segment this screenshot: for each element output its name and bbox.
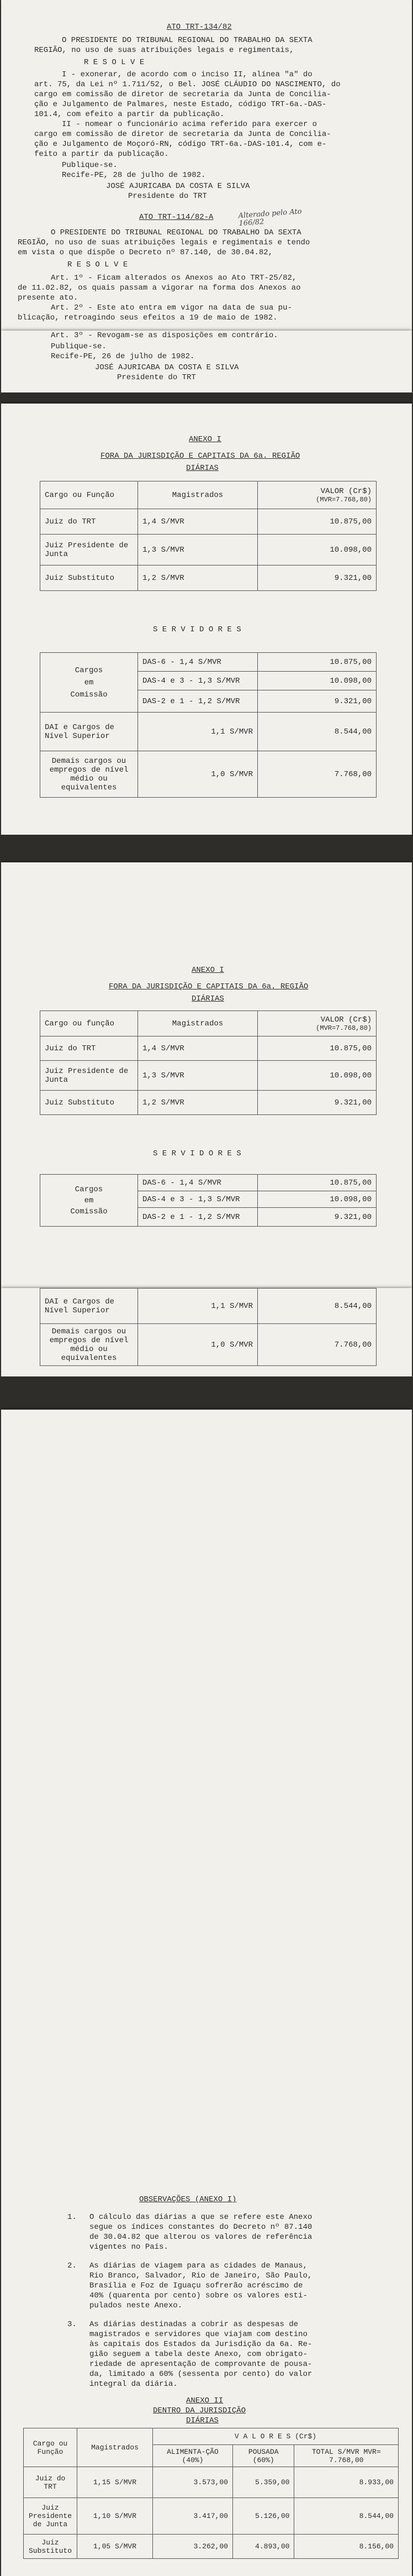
table-cell: Juiz Presidente de Junta: [40, 1061, 138, 1091]
obs-number: 1.: [67, 2213, 77, 2222]
mvr-header: (MVR=7.768,80): [316, 495, 372, 504]
table-header-cell: TOTAL S/MVR MVR= 7.768,00: [294, 2445, 399, 2467]
anexo-i-heading: FORA DA JURISDIÇÃO E CAPITAIS DA 6a. REGIÃO: [109, 982, 309, 991]
table-row: [40, 1061, 377, 1091]
table-cell: 10.875,00: [258, 509, 377, 535]
observacoes-title: OBSERVAÇÕES (ANEXO I): [139, 2195, 237, 2204]
ato2-resolve: R E S O L V E: [67, 260, 128, 269]
das-rate: - 1,4 S/MVR: [170, 1178, 221, 1187]
table-cell: DAS-2 e 1 - 1,2 S/MVR: [138, 1208, 258, 1227]
table-row: [40, 1289, 377, 1324]
das-level: DAS-6: [142, 1178, 166, 1187]
obs-line: da, limitado a 60% (sessenta por cento) do valor: [89, 2370, 313, 2379]
ato2-line: em vista o que dispõe o Decreto nº 87.140, de 30.04.82,: [18, 248, 273, 257]
ato1-publique: Publique-se.: [62, 161, 118, 170]
table-cell: 8.933,00: [294, 2467, 399, 2498]
anexo-i-subheading: DIÁRIAS: [186, 464, 219, 473]
ato2-line: Art. 1º - Ficam alterados os Anexos ao Ato TRT-25/82,: [51, 274, 297, 282]
ato1-line: ção e Julgamento de Moçoró-RN, código TRT-6a.-DAS-101.4, com e-: [34, 140, 327, 149]
table-cell: DAS-4 e 3 - 1,3 S/MVR: [138, 672, 258, 690]
ato2-line: Art. 3º - Revogam-se as disposições em contrário.: [51, 331, 278, 340]
document-page-3: [1, 862, 412, 1288]
table-cell: 9.321,00: [258, 690, 377, 713]
table-cell: Juiz Substituto: [40, 566, 138, 591]
das-rate: - 1,4 S/MVR: [170, 657, 221, 667]
obs-line: magistrados e servidores que viajam com destino: [89, 2330, 308, 2339]
diarias-magistrados-table: [40, 1010, 377, 1115]
cargos-label: Cargos: [75, 666, 103, 675]
ato1-line: art. 75, da Lei nº 1.711/52, o Bel. JOSÉ CLÁUDIO DO NASCIMENTO, do: [34, 80, 341, 89]
table-cell: 7.768,00: [258, 751, 377, 798]
ato2-line: O PRESIDENTE DO TRIBUNAL REGIONAL DO TRABALHO DA SEXTA: [51, 228, 301, 237]
table-row: [40, 653, 377, 672]
document-page-1-cont: [1, 331, 412, 392]
obs-line: 40% (quarenta por cento) sobre os valores esti-: [89, 2291, 308, 2300]
anexo-i-label: ANEXO I: [189, 435, 221, 444]
ato2-signature: JOSÉ AJURICABA DA COSTA E SILVA: [95, 363, 239, 372]
ato1-line: cargo em comissão de diretor de secretaria da Junta de Concilia-: [34, 90, 331, 99]
table-row: [40, 535, 377, 566]
em-label: em: [84, 678, 94, 687]
table-header-row: [40, 481, 377, 509]
table-header-row: [40, 1011, 377, 1036]
table-row: [40, 1036, 377, 1061]
ato1-line: feito a partir da publicação.: [34, 150, 169, 159]
table-cell: 3.262,00: [153, 2535, 233, 2559]
table-header-row: [24, 2428, 399, 2445]
table-cell: 3.573,00: [153, 2467, 233, 2498]
table-cell: 1,4 S/MVR: [138, 1036, 258, 1061]
obs-line: integral da diária.: [89, 2380, 178, 2389]
table-header-cell: POUSADA (60%): [232, 2445, 294, 2467]
obs-line: vigentes no País.: [89, 2243, 168, 2252]
document-page-4: [1, 1410, 412, 2576]
table-header-cell: Magistrados: [138, 481, 258, 509]
obs-line: As diárias de viagem para as cidades de Manaus,: [89, 2261, 308, 2270]
table-row: [40, 1324, 377, 1366]
table-header-cell: Magistrados: [77, 2428, 153, 2467]
table-cell: 1,2 S/MVR: [138, 1091, 258, 1115]
table-cell: 1,0 S/MVR: [138, 1324, 258, 1366]
diarias-magistrados-table: [40, 481, 377, 591]
obs-line: às capitais dos Estados da Jurisdição da 6a. Re-: [89, 2340, 313, 2349]
obs-line: segue os índices constantes do Decreto nº 87.140: [89, 2223, 313, 2232]
handwritten-annotation: Alterado pelo Ato 166/82: [238, 207, 302, 228]
document-page-2: [1, 404, 412, 835]
table-cell: 1,0 S/MVR: [138, 751, 258, 798]
ato-114-title: ATO TRT-114/82-A: [139, 213, 214, 222]
table-row: [40, 566, 377, 591]
table-row: [24, 2498, 399, 2535]
diarias-dentro-jurisdicao-table: [23, 2428, 399, 2559]
anexo-i-subheading: DIÁRIAS: [192, 994, 224, 1003]
table-cell: 8.544,00: [294, 2498, 399, 2535]
table-cell: 10.098,00: [258, 535, 377, 566]
obs-line: gião seguem a tabela deste Anexo, com obrigato-: [89, 2350, 308, 2359]
diarias-servidores-table: [40, 1174, 377, 1227]
table-header-cell: Magistrados: [138, 1011, 258, 1036]
table-cell: 1,3 S/MVR: [138, 1061, 258, 1091]
table-cell: 1,10 S/MVR: [77, 2498, 153, 2535]
table-cell: 10.098,00: [258, 1061, 377, 1091]
anexo-i-label: ANEXO I: [192, 966, 224, 975]
table-cell: Juiz Substituto: [40, 1091, 138, 1115]
table-header-cell: [258, 1011, 377, 1036]
obs-line: pulados neste Anexo.: [89, 2301, 183, 2310]
table-cell: DAS-2 e 1 - 1,2 S/MVR: [138, 690, 258, 713]
table-cell: 1,3 S/MVR: [138, 535, 258, 566]
table-header-cell: ALIMENTA-ÇÃO (40%): [153, 2445, 233, 2467]
obs-line: As diárias destinadas a cobrir as despesas de: [89, 2320, 299, 2329]
table-row: [40, 713, 377, 751]
table-cell: 1,1 S/MVR: [138, 1289, 258, 1324]
ato2-signature-role: Presidente do TRT: [117, 373, 196, 382]
ato2-line: de 11.02.82, os quais passam a vigorar na forma dos Anexos ao: [18, 284, 301, 292]
table-cell: 8.544,00: [258, 1289, 377, 1324]
ato1-date: Recife-PE, 28 de julho de 1982.: [62, 171, 206, 180]
cargos-comissao-cell: [40, 653, 138, 713]
page-gap: [0, 394, 413, 404]
ato1-signature: JOSÉ AJURICABA DA COSTA E SILVA: [106, 182, 250, 191]
table-row: [40, 1175, 377, 1191]
table-cell: 8.544,00: [258, 713, 377, 751]
valor-header: VALOR (Cr$): [320, 486, 372, 496]
table-header-cell: Cargo ou Função: [40, 481, 138, 509]
cargos-comissao-cell: [40, 1175, 138, 1227]
comissao-label: Comissão: [70, 1207, 108, 1216]
table-cell: 10.875,00: [258, 1175, 377, 1191]
table-cell: [138, 653, 258, 672]
das-level: DAS-6: [142, 657, 166, 667]
table-cell: 10.875,00: [258, 1036, 377, 1061]
servidores-heading: S E R V I D O R E S: [153, 625, 241, 634]
ato1-line: O PRESIDENTE DO TRIBUNAL REGIONAL DO TRABALHO DA SEXTA: [62, 36, 313, 45]
ato2-publique: Publique-se.: [51, 342, 107, 351]
table-cell: Juiz Presidente de Junta: [24, 2498, 77, 2535]
diarias-servidores-table-cont: [40, 1288, 377, 1366]
em-label: em: [84, 1196, 94, 1205]
ato2-date: Recife-PE, 26 de julho de 1982.: [51, 352, 195, 361]
table-header-cell: [258, 481, 377, 509]
table-row: [40, 509, 377, 535]
ato1-line: 101.4, com efeito a partir da publicação.: [34, 110, 225, 119]
ato1-line: II - nomear o funcionário acima referido para exercer o: [62, 120, 317, 129]
valor-header: VALOR (Cr$): [320, 1015, 372, 1024]
ato2-line: presente ato.: [18, 294, 78, 302]
mvr-header: (MVR=7.768,80): [316, 1024, 372, 1032]
obs-number: 2.: [67, 2261, 77, 2270]
page-gap: [0, 1376, 413, 1410]
table-cell: [138, 1175, 258, 1191]
table-row: [40, 1091, 377, 1115]
table-cell: Demais cargos ou empregos de nível médio ou equivalentes: [40, 751, 138, 798]
table-cell: 1,15 S/MVR: [77, 2467, 153, 2498]
ato2-line: Art. 2º - Este ato entra em vigor na data de sua pu-: [51, 303, 292, 312]
table-cell: 1,1 S/MVR: [138, 713, 258, 751]
table-header-cell: Cargo ou Função: [24, 2428, 77, 2467]
table-cell: 3.417,00: [153, 2498, 233, 2535]
table-cell: DAI e Cargos de Nível Superior: [40, 713, 138, 751]
table-row: [24, 2467, 399, 2498]
table-cell: 9.321,00: [258, 1091, 377, 1115]
ato1-signature-role: Presidente do TRT: [128, 192, 207, 201]
table-cell: 4.893,00: [232, 2535, 294, 2559]
table-cell: Juiz do TRT: [40, 1036, 138, 1061]
table-cell: 9.321,00: [258, 566, 377, 591]
table-row: [40, 751, 377, 798]
obs-line: Brasília e Foz de Iguaçu sofrerão acréscimo de: [89, 2281, 303, 2290]
table-cell: 5.126,00: [232, 2498, 294, 2535]
document-page-1: [1, 0, 412, 331]
table-cell: 1,2 S/MVR: [138, 566, 258, 591]
table-header-cell: V A L O R E S (Cr$): [153, 2428, 399, 2445]
table-row: [24, 2535, 399, 2559]
table-cell: DAI e Cargos de Nível Superior: [40, 1289, 138, 1324]
obs-line: riedade de apresentação de comprovante de pousa-: [89, 2360, 313, 2369]
obs-line: de 30.04.82 que alterou os valores de referência: [89, 2233, 313, 2242]
table-cell: Demais cargos ou empregos de nível médio ou equivalentes: [40, 1324, 138, 1366]
ato-134-title: ATO TRT-134/82: [167, 23, 232, 32]
ato1-resolve: R E S O L V E: [84, 58, 145, 67]
ato1-line: ção e Julgamento de Palmares, neste Estado, código TRT-6a.-DAS-: [34, 100, 327, 109]
page-gap: [0, 835, 413, 862]
servidores-heading: S E R V I D O R E S: [153, 1149, 241, 1158]
table-cell: 10.875,00: [258, 653, 377, 672]
table-cell: 8.156,00: [294, 2535, 399, 2559]
table-cell: Juiz do TRT: [40, 509, 138, 535]
table-header-cell: Cargo ou função: [40, 1011, 138, 1036]
ato1-line: REGIÃO, no uso de suas atribuições legais e regimentais,: [34, 46, 294, 55]
table-cell: 5.359,00: [232, 2467, 294, 2498]
ato2-line: blicação, retroagindo seus efeitos a 19 de maio de 1982.: [18, 313, 278, 322]
table-cell: 10.098,00: [258, 1191, 377, 1208]
table-cell: DAS-4 e 3 - 1,3 S/MVR: [138, 1191, 258, 1208]
anexo-ii-label: ANEXO II: [186, 2396, 224, 2405]
table-cell: 9.321,00: [258, 1208, 377, 1227]
ato2-line: REGIÃO, no uso de suas atribuições legais e regimentais e tendo: [18, 238, 310, 247]
diarias-servidores-table: [40, 652, 377, 798]
document-page-3-cont: [1, 1288, 412, 1376]
obs-line: Rio Branco, Salvador, Rio de Janeiro, São Paulo,: [89, 2271, 313, 2280]
table-cell: 7.768,00: [258, 1324, 377, 1366]
anexo-i-heading: FORA DA JURISDIÇÃO E CAPITAIS DA 6a. REGIÃO: [100, 452, 300, 460]
ato1-line: I - exonerar, de acordo com o inciso II, alínea "a" do: [62, 70, 313, 79]
table-cell: Juiz Presidente de Junta: [40, 535, 138, 566]
table-cell: Juiz Substituto: [24, 2535, 77, 2559]
obs-number: 3.: [67, 2320, 77, 2329]
comissao-label: Comissão: [70, 690, 108, 699]
cargos-label: Cargos: [75, 1185, 103, 1194]
ato1-line: cargo em comissão de diretor de secretaria da Junta de Concilia-: [34, 130, 331, 139]
table-cell: Juiz do TRT: [24, 2467, 77, 2498]
table-cell: 1,05 S/MVR: [77, 2535, 153, 2559]
table-cell: 10.098,00: [258, 672, 377, 690]
obs-line: O cálculo das diárias a que se refere este Anexo: [89, 2213, 313, 2222]
table-cell: 1,4 S/MVR: [138, 509, 258, 535]
anexo-ii-heading: DENTRO DA JURISDIÇÃO: [153, 2406, 246, 2415]
anexo-ii-subheading: DIÁRIAS: [186, 2416, 219, 2425]
